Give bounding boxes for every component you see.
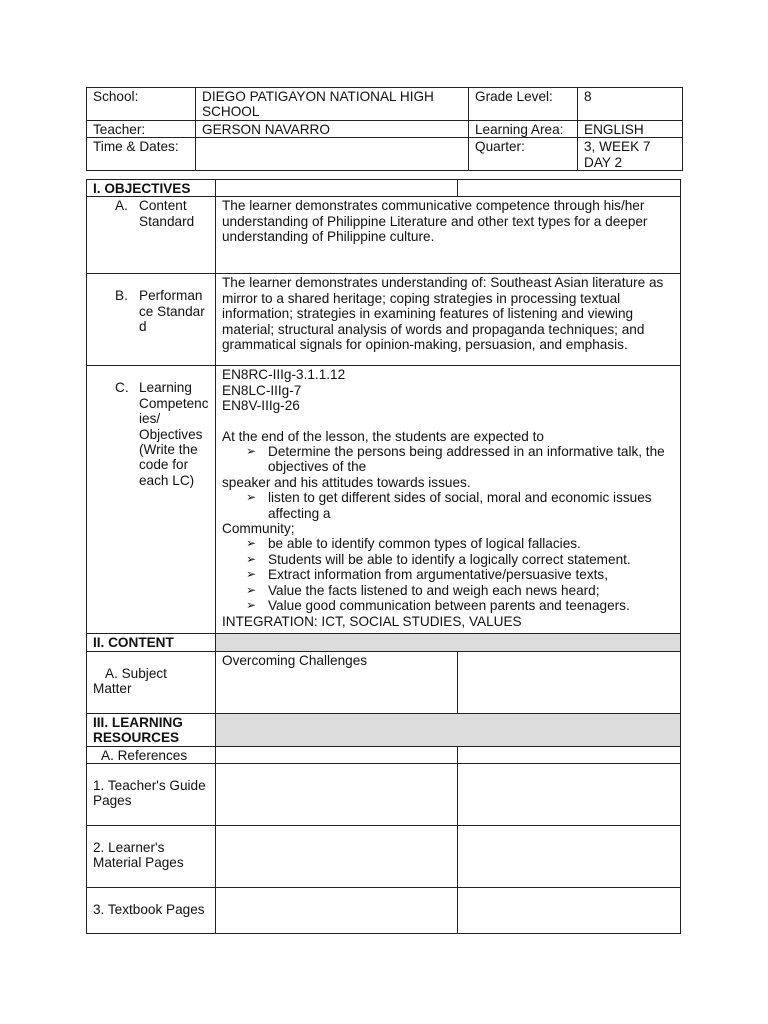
textbook-row xyxy=(87,888,681,934)
teachers-guide-value xyxy=(216,764,458,826)
school-label: School: xyxy=(87,88,196,121)
objective-continuation-1: speaker and his attitudes towards issues. xyxy=(222,474,471,490)
teachers-guide-row xyxy=(87,764,681,826)
references-row xyxy=(87,746,681,763)
time-label: Time & Dates: xyxy=(87,138,196,171)
competencies-row xyxy=(87,366,681,634)
objectives-heading: I. OBJECTIVES xyxy=(87,180,216,197)
objectives-list-1 xyxy=(222,444,674,475)
quarter-day: DAY 2 xyxy=(584,154,623,170)
performance-standard-label-cell xyxy=(87,274,216,366)
objective-item: ➢ Students will be able to identify a logically correct statement. xyxy=(246,552,674,567)
content-standard-letter: A. xyxy=(115,198,128,214)
resources-heading-row xyxy=(87,713,681,746)
performance-standard-text: The learner demonstrates understanding of: Southeast Asian literature as mirror to a shared heritage; coping strategies in processing textual information; strategies in examining features of listening and viewing material; structural analysis of words and propaganda techniques; and grammatical signals for opinion-making, persuasion, and emphasis. xyxy=(216,274,681,366)
objective-item: ➢ Extract information from argumentative/persuasive texts, xyxy=(246,567,674,582)
competencies-label: Learning Competencies/ Objectives (Write the code for each LC) xyxy=(139,380,209,488)
content-heading-row xyxy=(87,634,681,651)
resources-heading-cell xyxy=(87,713,216,746)
quarter-label: Quarter: xyxy=(469,138,578,171)
objectives-heading-blank-2 xyxy=(458,180,681,197)
header-row-time xyxy=(87,138,683,171)
objective-continuation-2: Community; xyxy=(222,521,295,537)
competency-code-1: EN8RC-IIIg-3.1.1.12 xyxy=(222,367,346,383)
textbook-value xyxy=(216,888,458,934)
objective-item: ➢ be able to identify common types of logical fallacies. xyxy=(246,536,674,551)
grade-value: 8 xyxy=(578,88,683,121)
subject-matter-row xyxy=(87,651,681,713)
content-standard-label-cell xyxy=(87,197,216,274)
resources-heading-shade xyxy=(216,713,681,746)
header-row-teacher xyxy=(87,120,683,137)
content-standard-label: Content Standard xyxy=(139,198,195,229)
competencies-intro: At the end of the lesson, the students are expected to xyxy=(222,428,544,444)
subject-matter-label-cell xyxy=(87,651,216,713)
resources-heading: III. LEARNING RESOURCES xyxy=(93,714,183,746)
objectives-heading-blank xyxy=(216,180,458,197)
header-row-school xyxy=(87,88,683,121)
teachers-guide-blank xyxy=(458,764,681,826)
learners-material-row xyxy=(87,826,681,888)
competencies-body xyxy=(216,366,681,634)
references-label: A. References xyxy=(87,746,216,763)
performance-standard-row xyxy=(87,274,681,366)
time-value xyxy=(196,138,469,171)
performance-standard-label: Performance Standard xyxy=(139,288,205,335)
teacher-value: GERSON NAVARRO xyxy=(196,120,469,137)
references-blank-2 xyxy=(458,746,681,763)
area-label: Learning Area: xyxy=(469,120,578,137)
competency-code-3: EN8V-IIIg-26 xyxy=(222,398,300,414)
quarter-week: 3, WEEK 7 xyxy=(584,139,651,155)
lesson-plan-table xyxy=(86,179,681,934)
school-value: DIEGO PATIGAYON NATIONAL HIGH SCHOOL xyxy=(196,88,469,121)
learners-material-value xyxy=(216,826,458,888)
grade-label: Grade Level: xyxy=(469,88,578,121)
textbook-blank xyxy=(458,888,681,934)
competencies-letter: C. xyxy=(115,380,129,396)
integration-text: INTEGRATION: ICT, SOCIAL STUDIES, VALUES xyxy=(222,613,522,629)
teacher-label: Teacher: xyxy=(87,120,196,137)
references-blank xyxy=(216,746,458,763)
competency-code-2: EN8LC-IIIg-7 xyxy=(222,382,302,398)
objective-item: ➢ Determine the persons being addressed in an informative talk, the objectives of the xyxy=(246,444,674,475)
subject-matter-value: Overcoming Challenges xyxy=(216,651,458,713)
objectives-list-2 xyxy=(222,490,674,521)
area-value: ENGLISH xyxy=(578,120,683,137)
objective-item: ➢ listen to get different sides of social, moral and economic issues affecting a xyxy=(246,490,674,521)
teachers-guide-label: 1. Teacher's Guide Pages xyxy=(87,764,216,826)
competencies-label-cell xyxy=(87,366,216,634)
objectives-heading-row xyxy=(87,180,681,197)
objectives-list-3 xyxy=(222,536,674,613)
learners-material-label: 2. Learner's Material Pages xyxy=(87,826,216,888)
objective-item: ➢ Value good communication between parents and teenagers. xyxy=(246,598,674,613)
content-heading-shade xyxy=(216,634,681,651)
quarter-value xyxy=(578,138,683,171)
subject-matter-label: A. Subject Matter xyxy=(93,665,167,697)
learners-material-blank xyxy=(458,826,681,888)
performance-standard-letter: B. xyxy=(115,288,128,304)
header-table xyxy=(86,87,683,171)
content-standard-text: The learner demonstrates communicative competence through his/her understanding of Philippine Literature and other text types for a deeper understanding of Philippine culture. xyxy=(216,197,681,274)
content-heading: II. CONTENT xyxy=(87,634,216,651)
objective-item: ➢ Value the facts listened to and weigh each news heard; xyxy=(246,583,674,598)
subject-matter-blank xyxy=(458,651,681,713)
content-standard-row xyxy=(87,197,681,274)
textbook-label: 3. Textbook Pages xyxy=(87,888,216,934)
